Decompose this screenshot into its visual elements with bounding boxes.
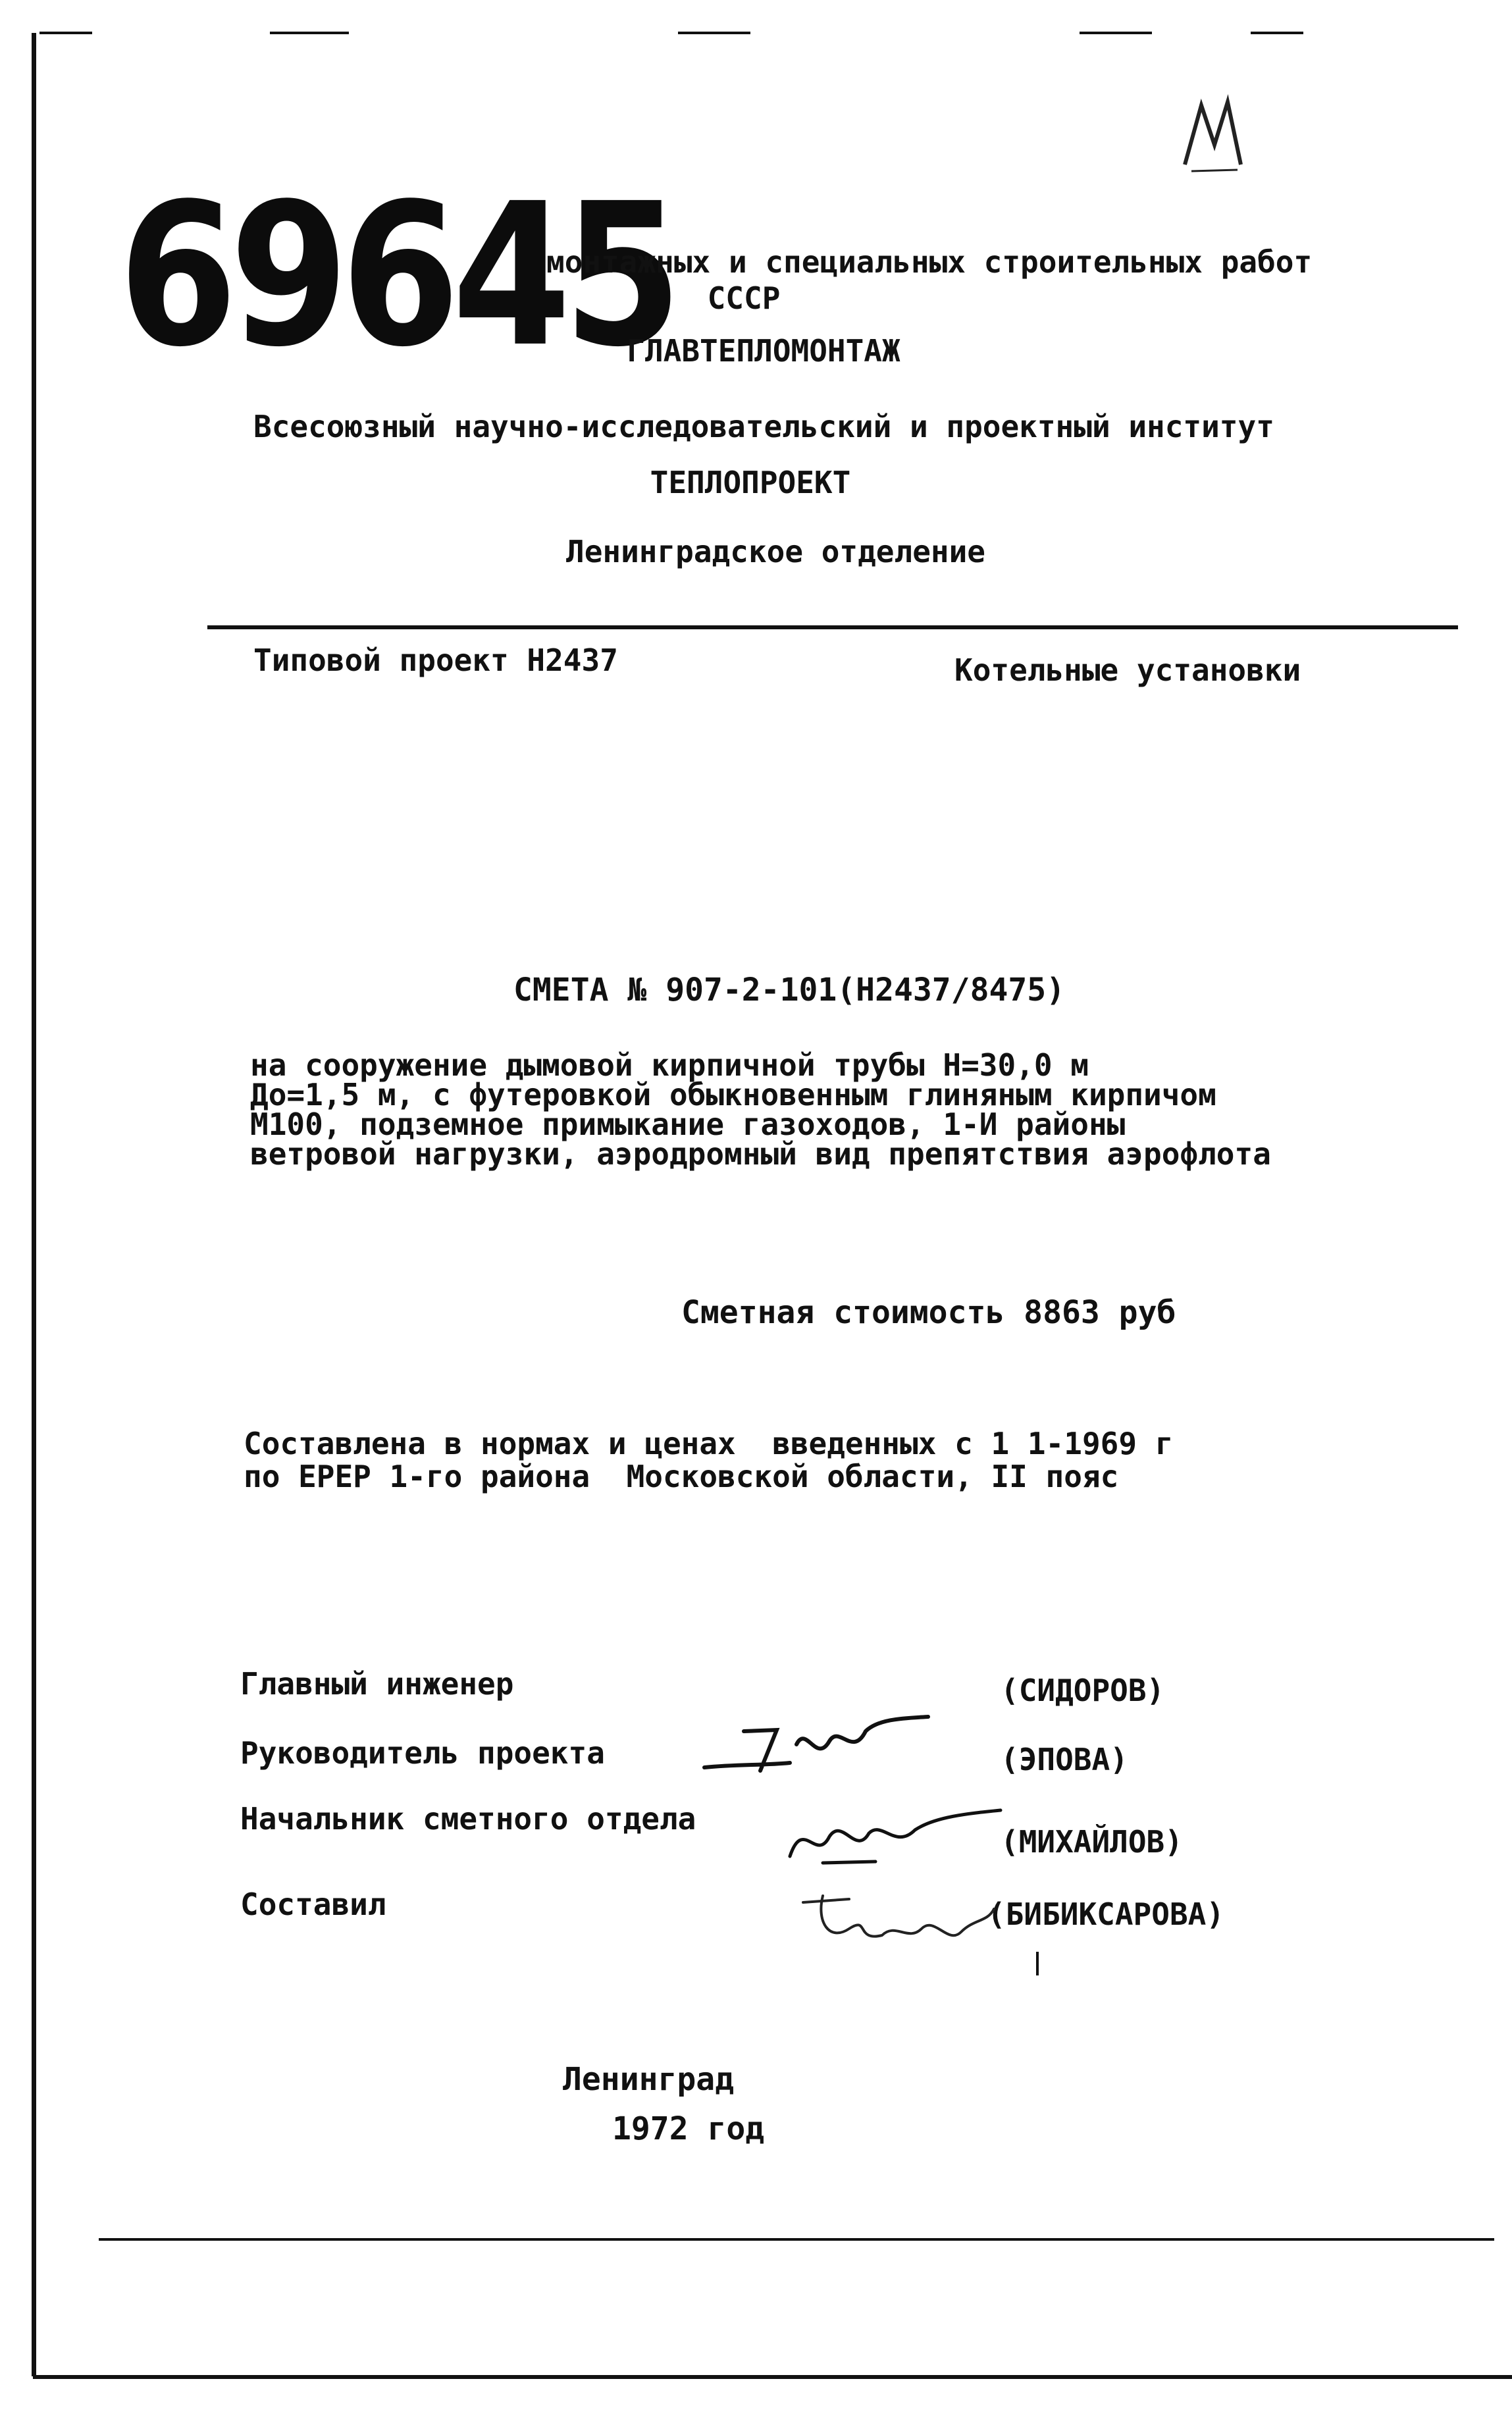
branch-line: Ленинградское отделение (566, 534, 985, 569)
signature-name: (БИБИКСАРОВА) (987, 1896, 1225, 1932)
basis-line: Составлена в нормах и ценах введенных с 1 1-1969 г (244, 1426, 1174, 1461)
signature-role: Руководитель проекта (240, 1735, 605, 1771)
description-line: До=1,5 м, с футеровкой обыкновенным глиняным кирпичом (250, 1077, 1216, 1112)
institute-name: ТЕПЛОПРОЕКТ (650, 465, 851, 500)
stamp-number: 69645 (118, 161, 675, 391)
signature-role: Составил (240, 1887, 386, 1922)
top-left-dash (39, 32, 92, 34)
estimate-title: СМЕТА № 907-2-101(Н2437/8475) (513, 972, 1066, 1008)
project-category: Котельные установки (954, 652, 1301, 688)
corner-mark-icon (1178, 92, 1251, 178)
signature-name: (СИДОРОВ) (1001, 1673, 1165, 1708)
top-dash-4 (1080, 32, 1152, 34)
estimate-cost: Сметная стоимость 8863 руб (681, 1294, 1176, 1331)
top-dash-5 (1251, 32, 1303, 34)
handwritten-signature-icon (783, 1804, 1007, 1869)
signature-name: (ЭПОВА) (1001, 1742, 1128, 1777)
ministry-line: монтажных и специальных строительных работ (546, 244, 1313, 280)
left-border-line (32, 33, 36, 2376)
top-dash-3 (678, 32, 750, 34)
description-line: ветровой нагрузки, аэродромный вид препятствия аэрофлота (250, 1136, 1271, 1172)
institute-line: Всесоюзный научно-исследовательский и проектный институт (253, 409, 1274, 444)
country-line: СССР (707, 280, 781, 316)
bottom-border-line (33, 2375, 1512, 2379)
handwritten-signature-icon (698, 1705, 935, 1784)
header-rule (207, 625, 1458, 629)
pen-mark (1036, 1952, 1039, 1975)
handwritten-signature-icon (790, 1883, 1001, 1955)
description-line: на сооружение дымовой кирпичной трубы Н=30,0 м (250, 1047, 1089, 1083)
signature-role: Начальник сметного отдела (240, 1801, 696, 1837)
project-label: Типовой проект Н2437 (253, 642, 618, 678)
top-dash-2 (270, 32, 349, 34)
signature-name: (МИХАЙЛОВ) (1001, 1824, 1183, 1860)
footer-rule (99, 2238, 1494, 2241)
footer-year: 1972 год (612, 2110, 765, 2147)
basis-line: по ЕРЕР 1-го района Московской области, II пояс (244, 1459, 1119, 1494)
footer-city: Ленинград (563, 2061, 735, 2098)
department-line: ГЛАВТЕПЛОМОНТАЖ (627, 333, 900, 369)
signature-role: Главный инженер (240, 1666, 514, 1702)
description-line: М100, подземное примыкание газоходов, 1-И районы (250, 1107, 1126, 1142)
